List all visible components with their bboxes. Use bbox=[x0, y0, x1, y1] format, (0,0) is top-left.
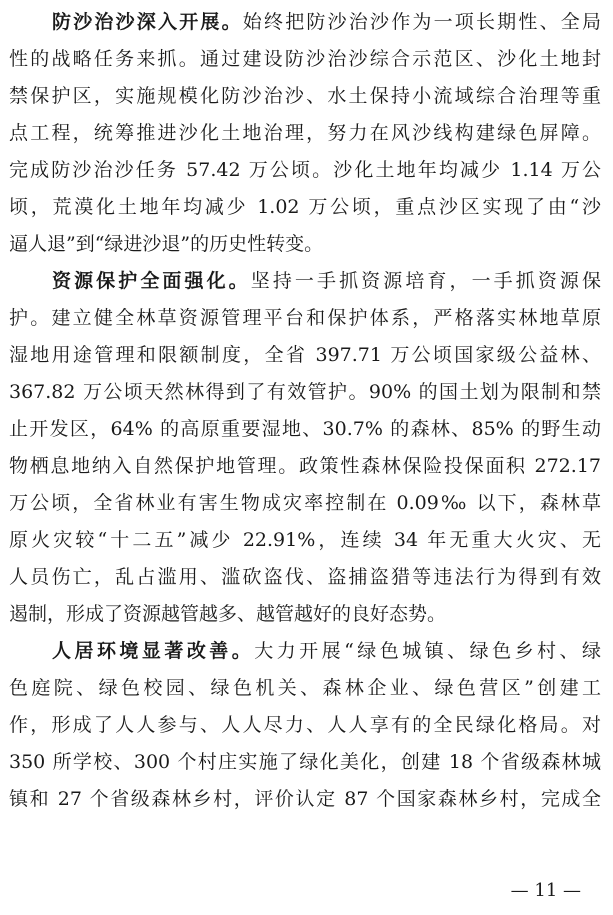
paragraph-3-line-3: 作，形成了人人参与、人人尽力、人人享有的全民绿化格局。对 bbox=[9, 714, 601, 736]
paragraph-3-line-2: 色庭院、绿色校园、绿色机关、森林企业、绿色营区”创建工 bbox=[9, 677, 601, 699]
paragraph-2-line-2: 护。建立健全林草资源管理平台和保护体系，严格落实林地草原 bbox=[9, 307, 601, 329]
paragraph-2-line-3: 湿地用途管理和限额制度，全省 397.71 万公顷国家级公益林、 bbox=[9, 344, 601, 366]
paragraph-1-line-7: 逼人退”到“绿进沙退”的历史性转变。 bbox=[9, 233, 324, 255]
paragraph-2-line-5: 止开发区，64% 的高原重要湿地、30.7% 的森林、85% 的野生动 bbox=[9, 418, 601, 440]
paragraph-2-line-6: 物栖息地纳入自然保护地管理。政策性森林保险投保面积 272.17 bbox=[9, 455, 601, 477]
paragraph-2-heading: 资源保护全面强化。 bbox=[52, 270, 251, 292]
paragraph-2-line-1 bbox=[52, 263, 601, 299]
paragraph-2-line-7: 万公顷，全省林业有害生物成灾率控制在 0.09‰ 以下，森林草 bbox=[9, 492, 601, 514]
paragraph-1-line-6: 顷，荒漠化土地年均减少 1.02 万公顷，重点沙区实现了由“沙 bbox=[9, 196, 601, 218]
paragraph-1-line-3: 禁保护区，实施规模化防沙治沙、水土保持小流域综合治理等重 bbox=[9, 85, 601, 107]
paragraph-2-line-10: 遏制，形成了资源越管越多、越管越好的良好态势。 bbox=[9, 603, 447, 625]
paragraph-2-text: 坚持一手抓资源培育，一手抓资源保 bbox=[250, 270, 601, 292]
page-number: — 11 — bbox=[510, 880, 581, 901]
paragraph-1-line-4: 点工程，统筹推进沙化土地治理，努力在风沙线构建绿色屏障。 bbox=[9, 122, 601, 144]
paragraph-1-line-5: 完成防沙治沙任务 57.42 万公顷。沙化土地年均减少 1.14 万公 bbox=[9, 159, 601, 181]
paragraph-2-line-4: 367.82 万公顷天然林得到了有效管护。90% 的国土划为限制和禁 bbox=[9, 381, 601, 403]
paragraph-3-line-1 bbox=[52, 633, 601, 669]
paragraph-1-text: 始终把防沙治沙作为一项长期性、全局 bbox=[242, 11, 601, 33]
paragraph-1-line-1 bbox=[52, 4, 601, 40]
paragraph-3-line-5: 镇和 27 个省级森林乡村，评价认定 87 个国家森林乡村，完成全 bbox=[9, 788, 601, 810]
paragraph-1-heading: 防沙治沙深入开展。 bbox=[52, 11, 243, 33]
paragraph-2-line-9: 人员伤亡，乱占滥用、滥砍盗伐、盗捕盗猎等违法行为得到有效 bbox=[9, 566, 601, 588]
paragraph-3-heading: 人居环境显著改善。 bbox=[52, 640, 255, 662]
paragraph-1-line-2: 性的战略任务来抓。通过建设防沙治沙综合示范区、沙化土地封 bbox=[9, 48, 601, 70]
paragraph-3-line-4: 350 所学校、300 个村庄实施了绿化美化，创建 18 个省级森林城 bbox=[9, 751, 601, 773]
paragraph-2-line-8: 原火灾较“十二五”减少 22.91%，连续 34 年无重大火灾、无 bbox=[9, 529, 601, 551]
paragraph-3-text: 大力开展“绿色城镇、绿色乡村、绿 bbox=[254, 640, 601, 662]
